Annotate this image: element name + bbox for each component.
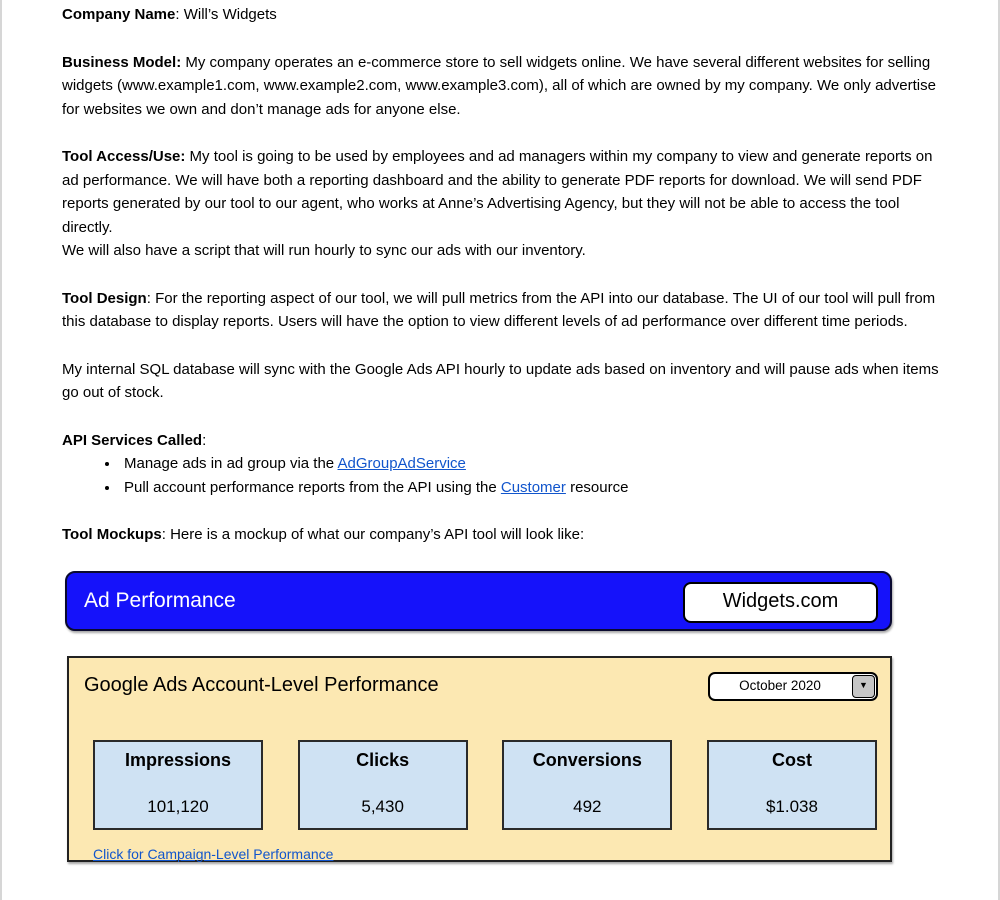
bullet-text: Manage ads in ad group via the [124, 455, 338, 472]
api-services-sep: : [202, 431, 207, 449]
list-item [120, 452, 940, 476]
tool-design-label: Tool Design [62, 289, 147, 307]
metric-label: Impressions [124, 749, 232, 770]
tool-mockups-text: Here is a mockup of what our company’s API tool will look like: [170, 526, 585, 543]
paragraph-api-services [62, 429, 940, 453]
date-range-value[interactable]: October 2020 [739, 678, 821, 694]
tool-access-text: My tool is going to be used by employees and ad managers within my company to view and generate reports on ad performance. We will have both a reporting dashboard and the ability to generate PDF reports for download. We will send PDF reports generated by our tool to our agent, who works at Anne’s Advertising Agency, but they will not be able to access the tool directly. [62, 148, 933, 236]
tool-design-text: For the reporting aspect of our tool, we will pull metrics from the API into our database. The UI of our tool will pull from this database to display reports. Users will have the option to view different levels of ad performance over different time periods. [62, 289, 936, 330]
tool-access-label: Tool Access/Use: [62, 148, 186, 165]
customer-link[interactable]: Customer [500, 478, 566, 496]
company-name-label: Company Name [62, 6, 176, 23]
tool-mockups-label: Tool Mockups [62, 526, 162, 543]
company-name-value: Will’s Widgets [183, 6, 277, 23]
metric-label: Conversions [532, 749, 642, 770]
paragraph-tool-access [62, 145, 940, 263]
account-performance-panel [67, 656, 892, 862]
bullet-text: resource [565, 478, 629, 496]
company-name-sep: : [175, 6, 184, 23]
adgroupadservice-link[interactable]: AdGroupAdService [337, 455, 466, 472]
metric-cards-row [93, 740, 877, 830]
mockup-header-title: Ad Performance [84, 588, 236, 612]
bullet-text: Pull account performance reports from the API using the [124, 478, 501, 496]
campaign-level-performance-link[interactable]: Click for Campaign-Level Performance [93, 845, 334, 862]
api-services-list [62, 452, 940, 499]
paragraph-business-model [62, 51, 940, 122]
metric-card-conversions [502, 740, 672, 830]
sql-sync-text: My internal SQL database will sync with the Google Ads API hourly to update ads based on inventory and will pause ads when items go out of stock. [62, 360, 939, 401]
api-services-label: API Services Called [62, 431, 203, 449]
metric-value: 492 [573, 797, 602, 816]
panel-title: Google Ads Account-Level Performance [84, 673, 439, 696]
widgets-site-button[interactable]: Widgets.com [683, 582, 878, 623]
metric-label: Clicks [356, 749, 410, 770]
metric-card-cost [707, 740, 877, 830]
dropdown-arrow-button[interactable] [852, 675, 875, 698]
paragraph-company-name [62, 3, 940, 27]
metric-value: $1.038 [765, 797, 818, 816]
list-item [120, 476, 940, 500]
paragraph-tool-mockups [62, 523, 940, 547]
metric-value: 5,430 [361, 797, 404, 816]
chevron-down-icon: ▼ [859, 680, 868, 691]
tool-mockups-sep: : [161, 526, 171, 543]
paragraph-tool-design [62, 287, 940, 334]
paragraph-sql-sync [62, 358, 940, 405]
business-model-label: Business Model: [62, 53, 182, 71]
metric-label: Cost [771, 749, 812, 770]
panel-header-row [69, 658, 890, 701]
metric-card-clicks [298, 740, 468, 830]
date-range-dropdown[interactable] [708, 672, 878, 701]
metric-card-impressions [93, 740, 263, 830]
tool-access-text-2: We will also have a script that will run hourly to sync our ads with our inventory. [62, 242, 586, 259]
mockup-header-bar [65, 571, 892, 631]
metric-value: 101,120 [147, 797, 209, 816]
document-body [2, 0, 998, 862]
business-model-text: My company operates an e-commerce store to sell widgets online. We have several different websites for selling widgets (www.example1.com, www.example2.com, www.example3.com), all of which are owned by my company. We only advertise for websites we own and don’t manage ads for anyone else. [62, 53, 936, 118]
tool-design-sep: : [146, 289, 156, 307]
